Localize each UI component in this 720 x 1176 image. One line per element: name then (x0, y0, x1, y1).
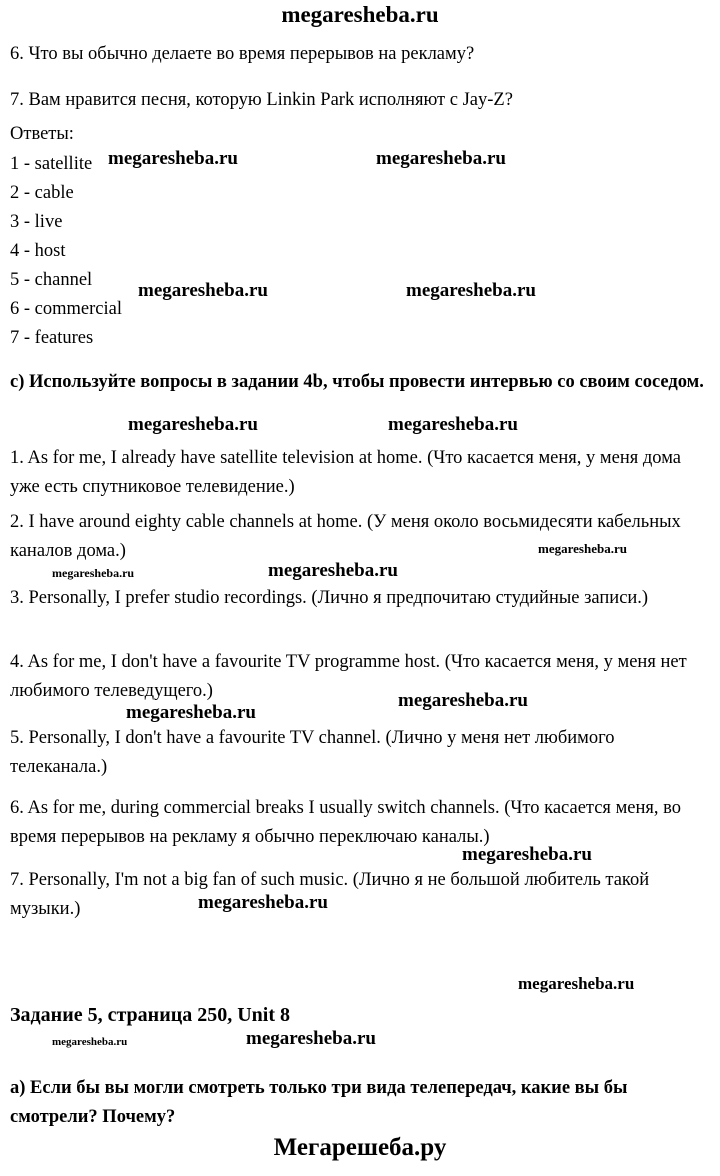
interview-answer-7: 7. Personally, I'm not a big fan of such music. (Лично я не большой любитель такой музыки.) (10, 870, 650, 919)
watermark: megaresheba.ru (398, 690, 528, 711)
answers-list (10, 150, 710, 353)
interview-answer-3: 3. Personally, I prefer studio recordings. (Лично я предпочитаю студийные записи.) (10, 588, 649, 608)
watermark: megaresheba.ru (518, 974, 635, 993)
interview-answer-1: 1. As for me, I already have satellite television at home. (Что касается меня, у меня дома уже есть спутниковое телевидение.) (10, 448, 681, 497)
question-6: 6. Что вы обычно делаете во время перерывов на рекламу? (10, 44, 475, 64)
answer-item: 2 - cable (10, 183, 74, 203)
answer-item: 7 - features (10, 328, 94, 348)
watermark: megaresheba.ru (138, 280, 268, 301)
watermark: megaresheba.ru (376, 148, 506, 169)
site-watermark-header: megaresheba.ru (281, 2, 439, 27)
interview-answer-6: 6. As for me, during commercial breaks I usually switch channels. (Что касается меня, во время перерывов на рекламу я обычно переключаю каналы.) (10, 798, 682, 847)
answer-item: 3 - live (10, 212, 63, 232)
watermark: megaresheba.ru (108, 148, 238, 169)
section-c-heading: с) Используйте вопросы в задании 4b, чтобы провести интервью со своим соседом. (10, 372, 704, 392)
answer-item: 6 - commercial (10, 299, 122, 319)
watermark: megaresheba.ru (462, 844, 592, 865)
interview-answer-4: 4. As for me, I don't have a favourite TV programme host. (Что касается меня, у меня нет любимого телеведущего.) (10, 652, 687, 701)
answer-item: 5 - channel (10, 270, 93, 290)
watermark: megaresheba.ru (268, 560, 398, 581)
section-a-heading: а) Если бы вы могли смотреть только три вида телепередач, какие вы бы смотрели? Почему? (10, 1078, 628, 1127)
interview-answer-5: 5. Personally, I don't have a favourite TV channel. (Лично у меня нет любимого телеканала.) (10, 728, 615, 777)
answer-item: 4 - host (10, 241, 66, 261)
watermark: megaresheba.ru (128, 414, 258, 435)
watermark: megaresheba.ru (406, 280, 536, 301)
answer-item: 1 - satellite (10, 154, 93, 174)
watermark: megaresheba.ru (52, 1036, 128, 1048)
watermark: megaresheba.ru (52, 566, 135, 580)
watermark: megaresheba.ru (388, 414, 518, 435)
watermark: megaresheba.ru (126, 702, 256, 723)
answers-label: Ответы: (10, 124, 74, 144)
interview-answer-2: 2. I have around eighty cable channels at home. (У меня около восьмидесяти кабельных каналов дома.) (10, 512, 681, 561)
site-logo-footer: Мегарешеба.ру (273, 1134, 447, 1161)
watermark: megaresheba.ru (198, 892, 328, 913)
watermark: megaresheba.ru (538, 541, 627, 556)
watermark: megaresheba.ru (246, 1028, 376, 1049)
task-heading: Задание 5, страница 250, Unit 8 (10, 1004, 291, 1026)
question-7: 7. Вам нравится песня, которую Linkin Park исполняют с Jay-Z? (10, 90, 513, 110)
